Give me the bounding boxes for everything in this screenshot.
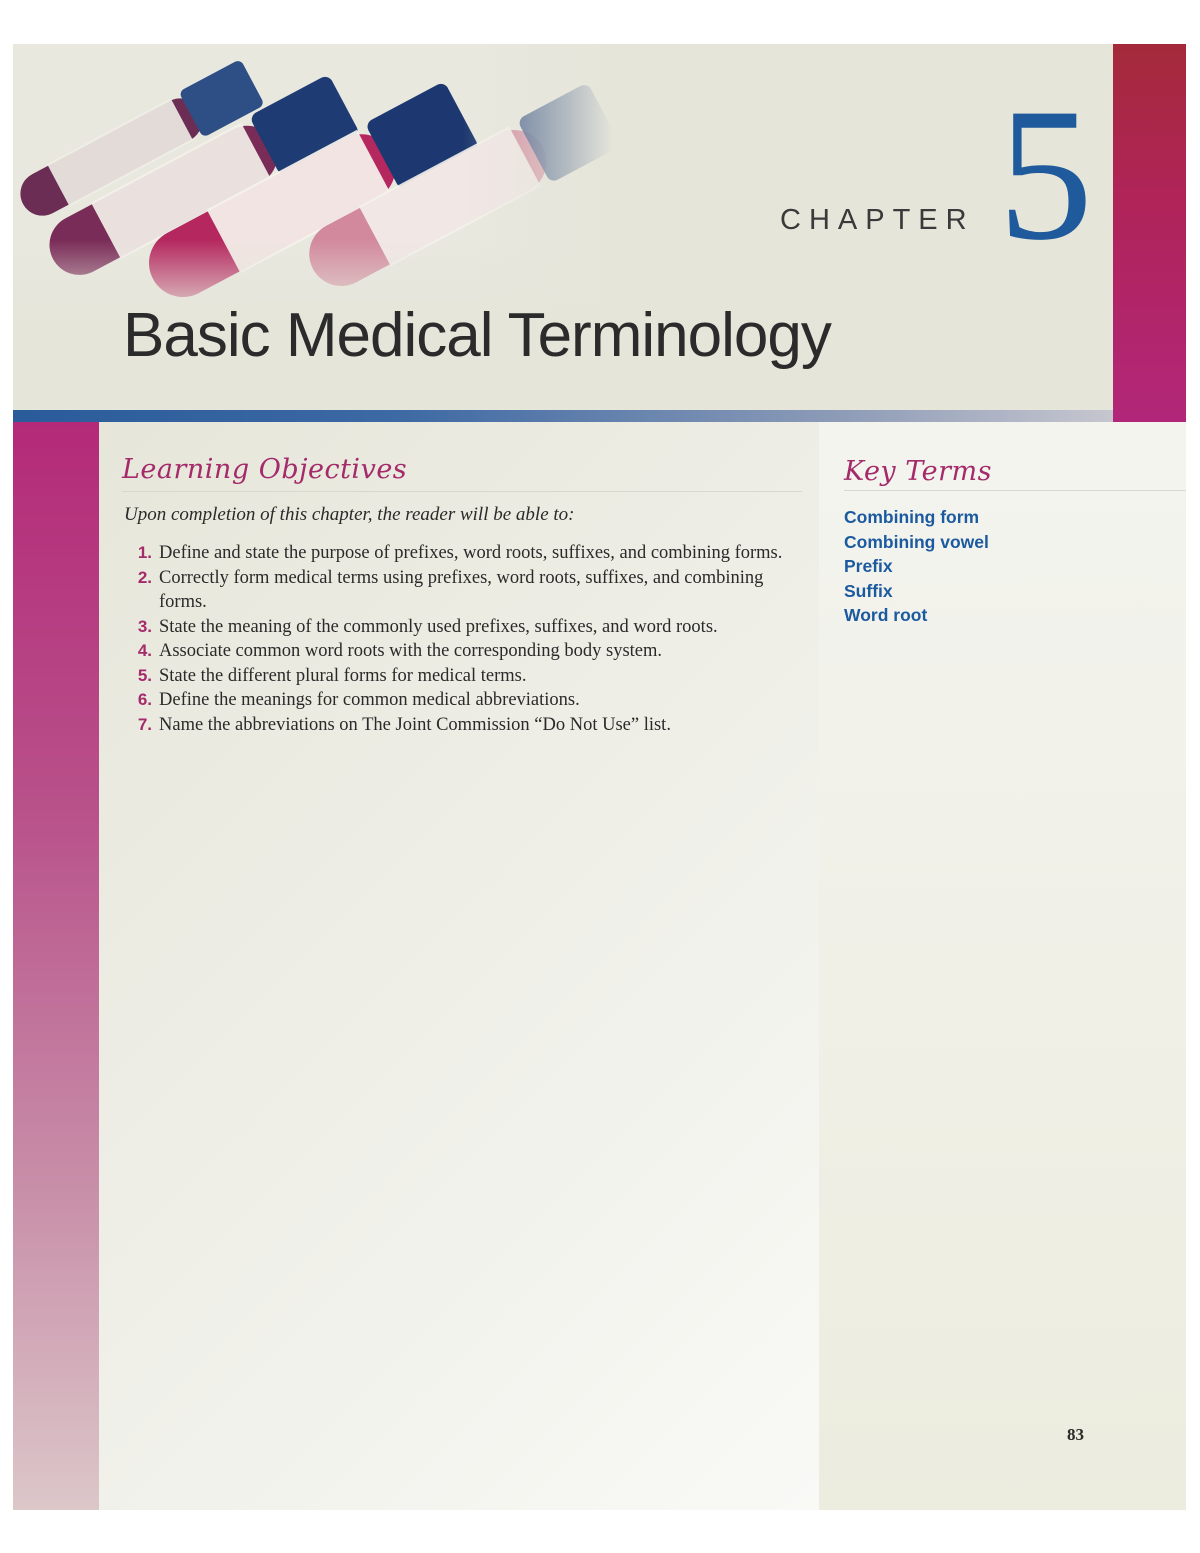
objectives-list bbox=[124, 541, 784, 737]
section-divider bbox=[844, 490, 1186, 491]
list-item bbox=[124, 688, 784, 713]
key-term: Word root bbox=[844, 605, 928, 625]
chapter-color-band bbox=[1113, 44, 1186, 422]
section-divider bbox=[122, 491, 802, 492]
learning-objectives-heading: Learning Objectives bbox=[122, 454, 408, 485]
item-number: 6. bbox=[137, 690, 152, 709]
key-term: Prefix bbox=[844, 556, 893, 576]
item-number: 1. bbox=[137, 543, 152, 562]
item-text: Name the abbreviations on The Joint Commission “Do Not Use” list. bbox=[159, 714, 671, 735]
textbook-page bbox=[13, 44, 1186, 1510]
key-term: Combining form bbox=[844, 507, 980, 527]
page-number: 83 bbox=[1067, 1425, 1084, 1444]
item-text: State the meaning of the commonly used prefixes, suffixes, and word roots. bbox=[159, 616, 718, 637]
list-item bbox=[124, 541, 784, 566]
header-rule-bar bbox=[13, 410, 1113, 422]
chapter-title: Basic Medical Terminology bbox=[123, 301, 831, 370]
item-text: State the different plural forms for medical terms. bbox=[159, 665, 527, 686]
key-term: Suffix bbox=[844, 580, 893, 601]
blood-sample-tubes-photo bbox=[13, 44, 613, 324]
key-term: Combining vowel bbox=[844, 531, 989, 552]
objectives-intro: Upon completion of this chapter, the reader will be able to: bbox=[124, 504, 575, 525]
list-item bbox=[124, 664, 784, 689]
item-text: Define the meanings for common medical abbreviations. bbox=[159, 690, 580, 710]
list-item bbox=[124, 566, 784, 615]
item-number: 2. bbox=[137, 567, 152, 587]
list-item bbox=[124, 615, 784, 640]
item-number: 3. bbox=[137, 616, 152, 636]
item-text: Correctly form medical terms using prefixes, word roots, suffixes, and combining forms. bbox=[159, 567, 764, 612]
key-terms-list bbox=[844, 505, 989, 628]
chapter-number: 5 bbox=[998, 70, 1093, 280]
item-text: Define and state the purpose of prefixes, word roots, suffixes, and combining forms. bbox=[159, 543, 783, 563]
item-number: 5. bbox=[137, 665, 152, 685]
chapter-header bbox=[13, 44, 1113, 410]
item-text: Associate common word roots with the corresponding body system. bbox=[159, 641, 663, 661]
chapter-label: CHAPTER bbox=[780, 204, 975, 236]
list-item bbox=[124, 713, 784, 738]
item-number: 7. bbox=[137, 714, 152, 734]
item-number: 4. bbox=[137, 641, 152, 660]
list-item bbox=[124, 639, 784, 664]
key-terms-heading: Key Terms bbox=[844, 456, 993, 487]
left-color-strip bbox=[13, 422, 99, 1510]
